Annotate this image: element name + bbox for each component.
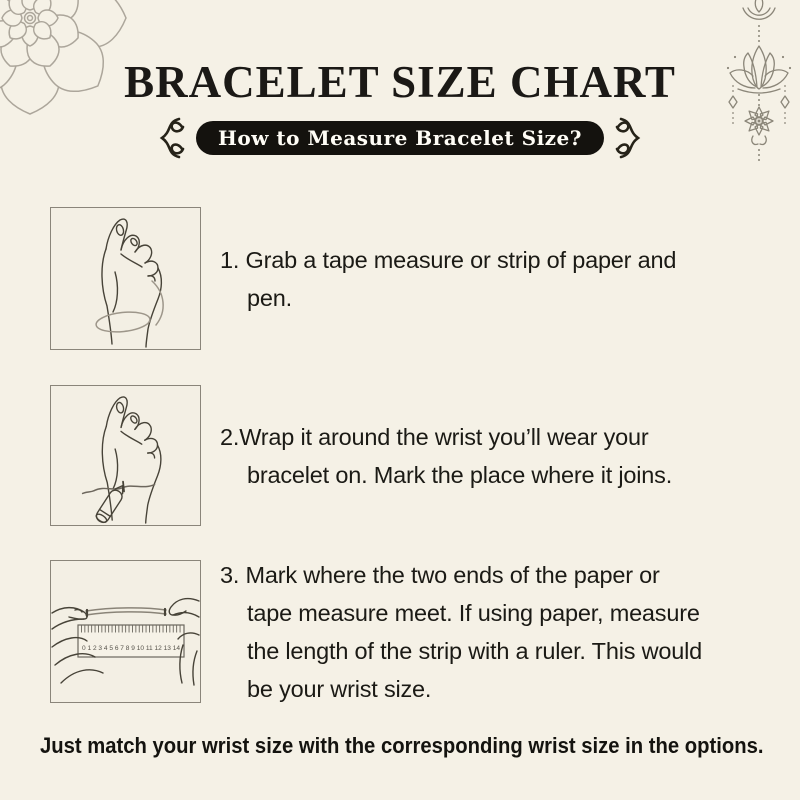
hands-measuring-strip-with-ruler-icon [51, 561, 200, 702]
step2-line: bracelet on. Mark the place where it joins. [247, 461, 673, 488]
subtitle-badge-row [0, 115, 800, 161]
step2-text [220, 418, 766, 494]
footer-note: Just match your wrist size with the corresponding wrist size in the options. [40, 733, 764, 758]
step3-text [220, 556, 766, 708]
ruler-numbers: 0 1 2 3 4 5 6 7 8 9 10 11 12 13 14 [82, 645, 181, 652]
step-row-3 [50, 560, 766, 703]
step3-line: the length of the strip with a ruler. This would [247, 637, 702, 664]
step1-illustration-box [50, 207, 201, 350]
step1-line: 1. Grab a tape measure or strip of paper and [220, 246, 677, 273]
step1-line: pen. [247, 284, 292, 311]
flourish-right-icon [615, 115, 651, 161]
page-title: BRACELET SIZE CHART [124, 57, 676, 107]
step3-illustration-box [50, 560, 201, 703]
how-to-measure-badge: How to Measure Bracelet Size? [196, 121, 604, 155]
ruler [78, 625, 184, 657]
step-row-1 [50, 207, 766, 350]
step2-illustration-box [50, 385, 201, 526]
step3-line: be your wrist size. [247, 675, 432, 702]
step3-line: tape measure meet. If using paper, measure [247, 599, 700, 626]
step2-line: 2.Wrap it around the wrist you’ll wear your [220, 423, 649, 450]
flourish-left-icon [149, 115, 185, 161]
hand-with-pen-marking-wrist-icon [51, 386, 200, 525]
step-row-2 [50, 385, 766, 526]
fist-hand-with-bracelet-icon [51, 208, 200, 349]
step3-line: 3. Mark where the two ends of the paper or [220, 561, 660, 588]
step1-text [220, 241, 766, 317]
